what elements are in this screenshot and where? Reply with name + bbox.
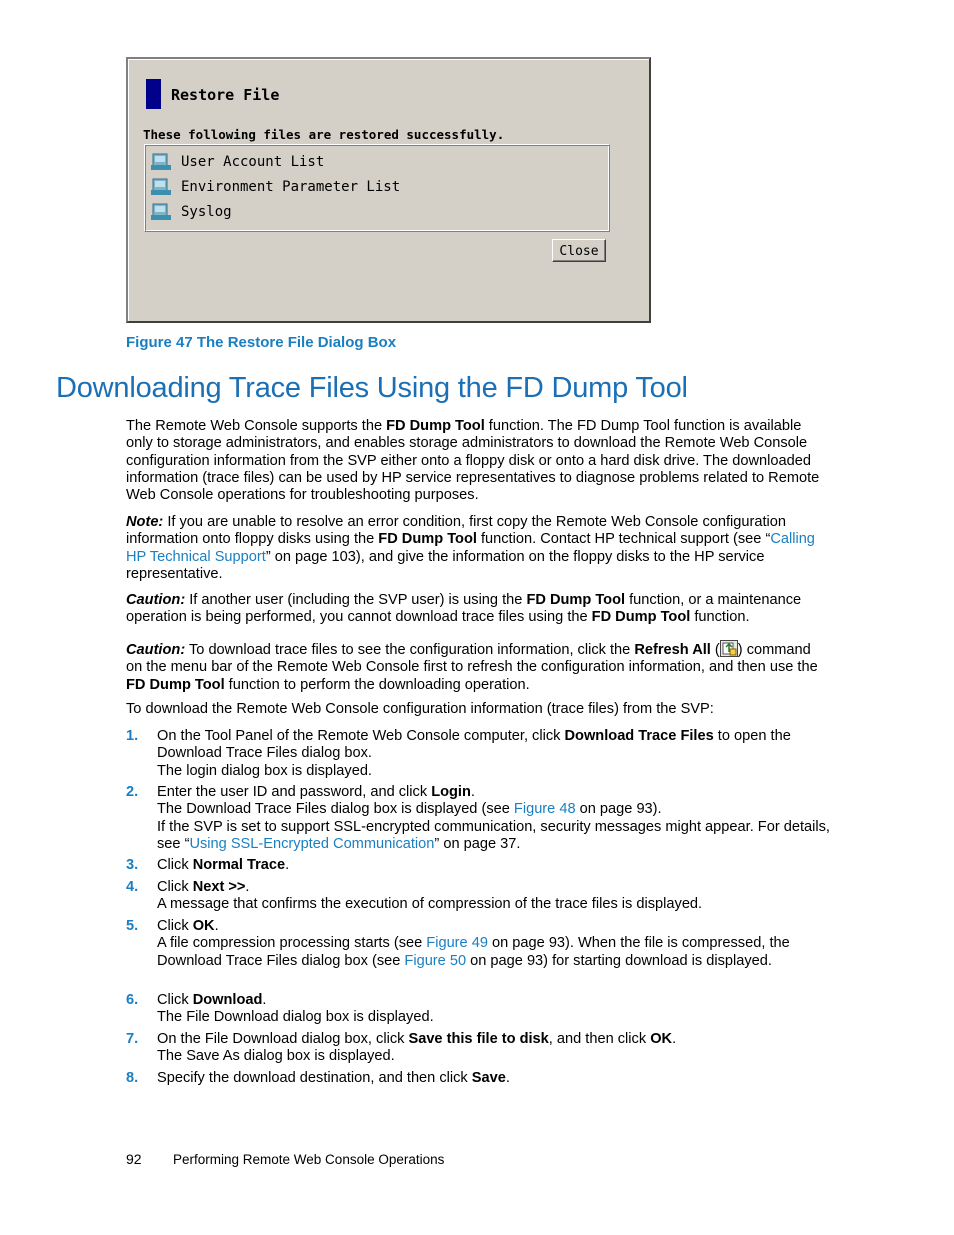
close-button[interactable]: Close (552, 239, 606, 262)
list-item[interactable] (151, 151, 324, 173)
step-7: On the File Download dialog box, click Save this file to disk, and then click OK. The Save As dialog box is displayed. (157, 1031, 677, 1065)
dialog-message: These following files are restored successfully. (143, 127, 505, 142)
dialog-title: Restore File (171, 86, 280, 104)
dialog-title-marker (146, 79, 161, 109)
step-8: Specify the download destination, and then click Save. (157, 1070, 510, 1086)
refresh-all-icon (720, 640, 738, 657)
restore-file-dialog (126, 57, 651, 323)
section-heading: Downloading Trace Files Using the FD Dump Tool (56, 372, 688, 404)
figure-49-link[interactable]: Figure 49 (426, 935, 488, 952)
step-5: Click OK. A file compression processing starts (see Figure 49 on page 93). When the file is compressed, the Download Trace Files dialog box (see Figure 50 on page 93) for starting download is displayed. (157, 918, 790, 969)
file-name: User Account List (181, 154, 325, 170)
step-number: 8. (126, 1070, 139, 1086)
file-icon (151, 203, 171, 221)
step-2: Enter the user ID and password, and click Login. The Download Trace Files dialog box is displayed (see Figure 48 on page 93). If the SVP is set to support SSL-encrypted communication, security messages might appear. For details, see “Using SSL-Encrypted Communication” on page 37. (157, 784, 830, 852)
file-name: Environment Parameter List (181, 179, 401, 195)
list-item[interactable] (151, 176, 400, 198)
step-number: 2. (126, 784, 139, 800)
intro-paragraph: The Remote Web Console supports the FD Dump Tool function. The FD Dump Tool function is available only to storage administrators, and enables storage administrators to download the Remote Web Console configuration information from the SVP either onto a floppy disk or onto a hard disk drive. The downloaded information (trace files) can be used by HP service representatives to diagnose problems related to Remote Web Console operations for troubleshooting purposes. (126, 418, 820, 504)
calling-hp-support-link[interactable]: Calling HP Technical Support (126, 531, 815, 565)
list-item[interactable] (151, 201, 232, 223)
file-icon (151, 153, 171, 171)
procedure-lead: To download the Remote Web Console configuration information (trace files) from the SVP: (126, 701, 714, 717)
note-paragraph: Note: If you are unable to resolve an error condition, first copy the Remote Web Console configuration information onto floppy disks using the FD Dump Tool function. Contact HP technical support (see “Calling HP Technical Support” on page 103), and give the information on the floppy disks to the HP service representative. (126, 514, 815, 582)
restored-files-list (144, 144, 610, 232)
file-icon (151, 178, 171, 196)
note-label: Note: (126, 514, 164, 530)
step-4: Click Next >>. A message that confirms the execution of compression of the trace files is displayed. (157, 879, 703, 913)
figure-caption: Figure 47 The Restore File Dialog Box (126, 334, 397, 351)
caution-paragraph-1: Caution: If another user (including the SVP user) is using the FD Dump Tool function, or a maintenance operation is being performed, you cannot download trace files using the FD Dump Tool function. (126, 592, 802, 626)
figure-50-link[interactable]: Figure 50 (404, 952, 467, 969)
step-number: 3. (126, 857, 139, 873)
caution-label: Caution: (126, 592, 186, 608)
step-number: 6. (126, 992, 139, 1008)
file-name: Syslog (181, 204, 232, 220)
ssl-communication-link[interactable]: Using SSL-Encrypted Communication (189, 835, 435, 852)
step-1: On the Tool Panel of the Remote Web Console computer, click Download Trace Files to open the Download Trace Files dialog box. The login dialog box is displayed. (157, 728, 791, 779)
footer-title: Performing Remote Web Console Operations (173, 1152, 445, 1167)
step-number: 7. (126, 1031, 139, 1047)
figure-48-link[interactable]: Figure 48 (513, 801, 576, 818)
step-number: 5. (126, 918, 139, 934)
page-number: 92 (126, 1151, 142, 1167)
step-6: Click Download. The File Download dialog box is displayed. (157, 992, 434, 1026)
step-number: 4. (126, 879, 139, 895)
caution-label: Caution: (126, 642, 186, 658)
step-number: 1. (126, 728, 139, 744)
step-3: Click Normal Trace. (157, 857, 290, 873)
caution-paragraph-2: Caution: To download trace files to see the configuration information, click the Refresh All ( ) command on the menu bar of the Remote Web Console first to refresh the configuration information, and then use the FD Dump Tool function to perform the downloading operation. (126, 642, 818, 693)
